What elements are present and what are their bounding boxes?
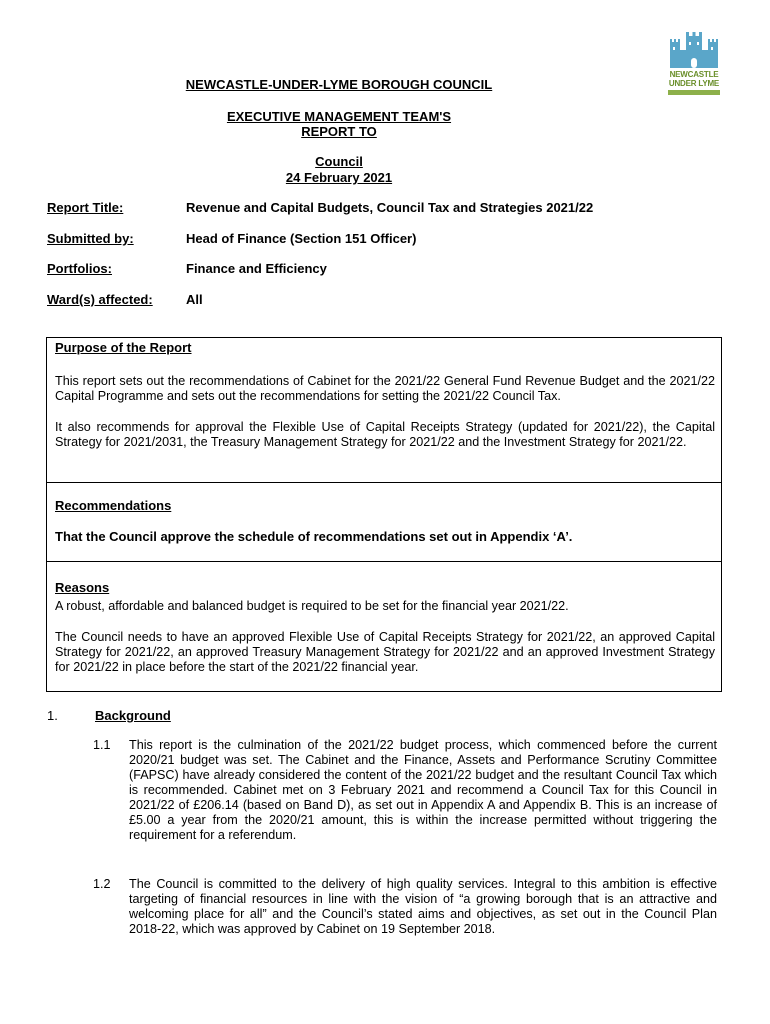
- recommendations-text: That the Council approve the schedule of recommendations set out in Appendix ‘A’.: [55, 529, 573, 544]
- portfolios-value: Finance and Efficiency: [186, 261, 327, 276]
- report-date: 24 February 2021: [285, 170, 393, 185]
- logo-wordmark: NEWCASTLE UNDER LYME: [668, 70, 720, 88]
- report-to: REPORT TO: [301, 124, 377, 139]
- council-name: NEWCASTLE-UNDER-LYME BOROUGH COUNCIL: [185, 77, 493, 92]
- reasons-heading: Reasons: [55, 580, 110, 595]
- purpose-heading: Purpose of the Report: [55, 340, 192, 355]
- report-audience: Council: [315, 154, 363, 169]
- reasons-paragraph-1: A robust, affordable and balanced budget is required to be set for the financial year 2021/22.: [55, 599, 569, 613]
- report-from: EXECUTIVE MANAGEMENT TEAM'S: [226, 109, 452, 124]
- report-title-value: Revenue and Capital Budgets, Council Tax and Strategies 2021/22: [186, 200, 594, 215]
- submitted-by-value: Head of Finance (Section 151 Officer): [186, 231, 417, 246]
- reasons-paragraph-2: The Council needs to have an approved Flexible Use of Capital Receipts Strategy for 2021/22, an approved Capital Strategy for 2021/22, an approved Treasury Management Strategy for 2021/22 and an approved Investment Strategy for 2021/22 in place before the start of the 2021/22 financial year.: [55, 630, 715, 674]
- purpose-paragraph-1: This report sets out the recommendations of Cabinet for the 2021/22 General Fund Revenue Budget and the 2021/22 Capital Programme and sets out the recommendations for setting the 2021/22 Council Tax.: [55, 374, 715, 403]
- wards-affected-value: All: [186, 292, 203, 307]
- wards-affected-label: Ward(s) affected:: [47, 292, 153, 307]
- recommendations-section: [47, 483, 721, 561]
- portfolios-label: Portfolios:: [47, 261, 112, 276]
- castle-icon: [668, 30, 720, 70]
- paragraph-number: 1.1: [93, 738, 111, 752]
- reasons-section: [47, 562, 721, 692]
- purpose-paragraph-2: It also recommends for approval the Flexible Use of Capital Receipts Strategy (updated for 2021/22), the Capital Strategy for 2021/2031, the Treasury Management Strategy for 2021/22 and the Investment Strategy for 2021/22.: [55, 420, 715, 449]
- paragraph-text: This report is the culmination of the 2021/22 budget process, which commenced before the current 2020/21 budget was set. The Cabinet and the Finance, Assets and Performance Scrutiny Committee (FAPSC) have already considered the content of the 2021/22 budget and the resultant Council Tax which is recommended. Cabinet met on 3 February 2021 and recommend a Council Tax for this Council in 2021/22 of £206.14 (based on Band D), as set out in Appendix A and Appendix B. This is an increase of £5.00 a year from the 2020/21 amount, this is within the increase permitted without triggering the requirement for a referendum.: [129, 738, 717, 842]
- recommendations-heading: Recommendations: [55, 498, 172, 513]
- report-title-label: Report Title:: [47, 200, 124, 215]
- section-number: 1.: [47, 708, 58, 723]
- submitted-by-label: Submitted by:: [47, 231, 134, 246]
- paragraph-text: The Council is committed to the delivery of high quality services. Integral to this ambition is effective targeting of financial resources in line with the vision of “a growing borough that is an attractive and welcoming place for all” and the Council’s stated aims and objectives, as set out in the Council Plan 2018-22, which was approved by Cabinet on 19 September 2018.: [129, 877, 717, 936]
- purpose-section: [47, 338, 721, 482]
- section-title: Background: [95, 708, 171, 723]
- paragraph-number: 1.2: [93, 877, 111, 891]
- summary-box: [46, 337, 722, 692]
